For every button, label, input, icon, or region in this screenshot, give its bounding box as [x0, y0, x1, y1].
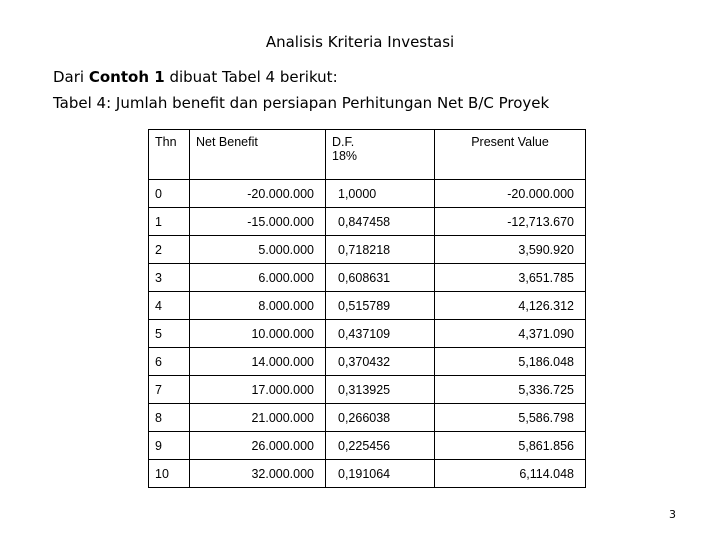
intro-suffix: dibuat Tabel 4 berikut:	[164, 68, 338, 86]
table-row	[149, 376, 586, 404]
cell-discount-factor: 0,266038	[326, 404, 435, 432]
cell-year: 1	[149, 208, 190, 236]
slide-title: Analisis Kriteria Investasi	[265, 33, 455, 51]
header-year: Thn	[149, 130, 190, 180]
cell-discount-factor: 0,718218	[326, 236, 435, 264]
table-row	[149, 404, 586, 432]
cell-net-benefit: 17.000.000	[190, 376, 326, 404]
cell-year: 2	[149, 236, 190, 264]
table-row	[149, 292, 586, 320]
header-present-value: Present Value	[435, 130, 586, 180]
cell-net-benefit: 26.000.000	[190, 432, 326, 460]
cell-year: 7	[149, 376, 190, 404]
table-row	[149, 320, 586, 348]
cell-net-benefit: -20.000.000	[190, 180, 326, 208]
cell-net-benefit: 32.000.000	[190, 460, 326, 488]
table-row	[149, 264, 586, 292]
cell-present-value: 5,336.725	[435, 376, 586, 404]
cell-net-benefit: 8.000.000	[190, 292, 326, 320]
page-number: 3	[669, 508, 676, 521]
cell-net-benefit: 21.000.000	[190, 404, 326, 432]
cell-year: 9	[149, 432, 190, 460]
cell-present-value: 4,126.312	[435, 292, 586, 320]
cell-net-benefit: 14.000.000	[190, 348, 326, 376]
table-caption: Tabel 4: Jumlah benefit dan persiapan Perhitungan Net B/C Proyek	[53, 94, 550, 112]
cell-present-value: 4,371.090	[435, 320, 586, 348]
cell-present-value: 5,861.856	[435, 432, 586, 460]
cell-discount-factor: 0,515789	[326, 292, 435, 320]
header-net-benefit: Net Benefit	[190, 130, 326, 180]
cell-present-value: -12,713.670	[435, 208, 586, 236]
cell-year: 3	[149, 264, 190, 292]
intro-bold: Contoh 1	[88, 68, 165, 86]
cell-discount-factor: 0,313925	[326, 376, 435, 404]
cell-discount-factor: 0,225456	[326, 432, 435, 460]
table-row	[149, 348, 586, 376]
table-row	[149, 180, 586, 208]
cell-net-benefit: 6.000.000	[190, 264, 326, 292]
cell-year: 6	[149, 348, 190, 376]
cell-present-value: 6,114.048	[435, 460, 586, 488]
header-df-rate: 18%	[332, 149, 358, 163]
cell-present-value: 3,590.920	[435, 236, 586, 264]
cell-net-benefit: -15.000.000	[190, 208, 326, 236]
cell-present-value: -20.000.000	[435, 180, 586, 208]
intro-line	[53, 68, 338, 86]
cell-net-benefit: 5.000.000	[190, 236, 326, 264]
intro-prefix: Dari	[53, 68, 89, 86]
table-row	[149, 236, 586, 264]
cell-year: 5	[149, 320, 190, 348]
table-row	[149, 460, 586, 488]
net-bc-table	[148, 129, 586, 488]
cell-discount-factor: 0,437109	[326, 320, 435, 348]
table-header-row	[149, 130, 586, 180]
header-discount-factor	[326, 130, 435, 180]
cell-present-value: 3,651.785	[435, 264, 586, 292]
table-row	[149, 432, 586, 460]
cell-present-value: 5,586.798	[435, 404, 586, 432]
cell-year: 4	[149, 292, 190, 320]
cell-year: 10	[149, 460, 190, 488]
cell-year: 8	[149, 404, 190, 432]
cell-discount-factor: 0,191064	[326, 460, 435, 488]
cell-net-benefit: 10.000.000	[190, 320, 326, 348]
header-df-label: D.F.	[332, 135, 355, 149]
cell-discount-factor: 0,370432	[326, 348, 435, 376]
cell-year: 0	[149, 180, 190, 208]
cell-discount-factor: 1,0000	[326, 180, 435, 208]
table-body	[149, 180, 586, 488]
cell-discount-factor: 0,608631	[326, 264, 435, 292]
table-row	[149, 208, 586, 236]
cell-present-value: 5,186.048	[435, 348, 586, 376]
cell-discount-factor: 0,847458	[326, 208, 435, 236]
